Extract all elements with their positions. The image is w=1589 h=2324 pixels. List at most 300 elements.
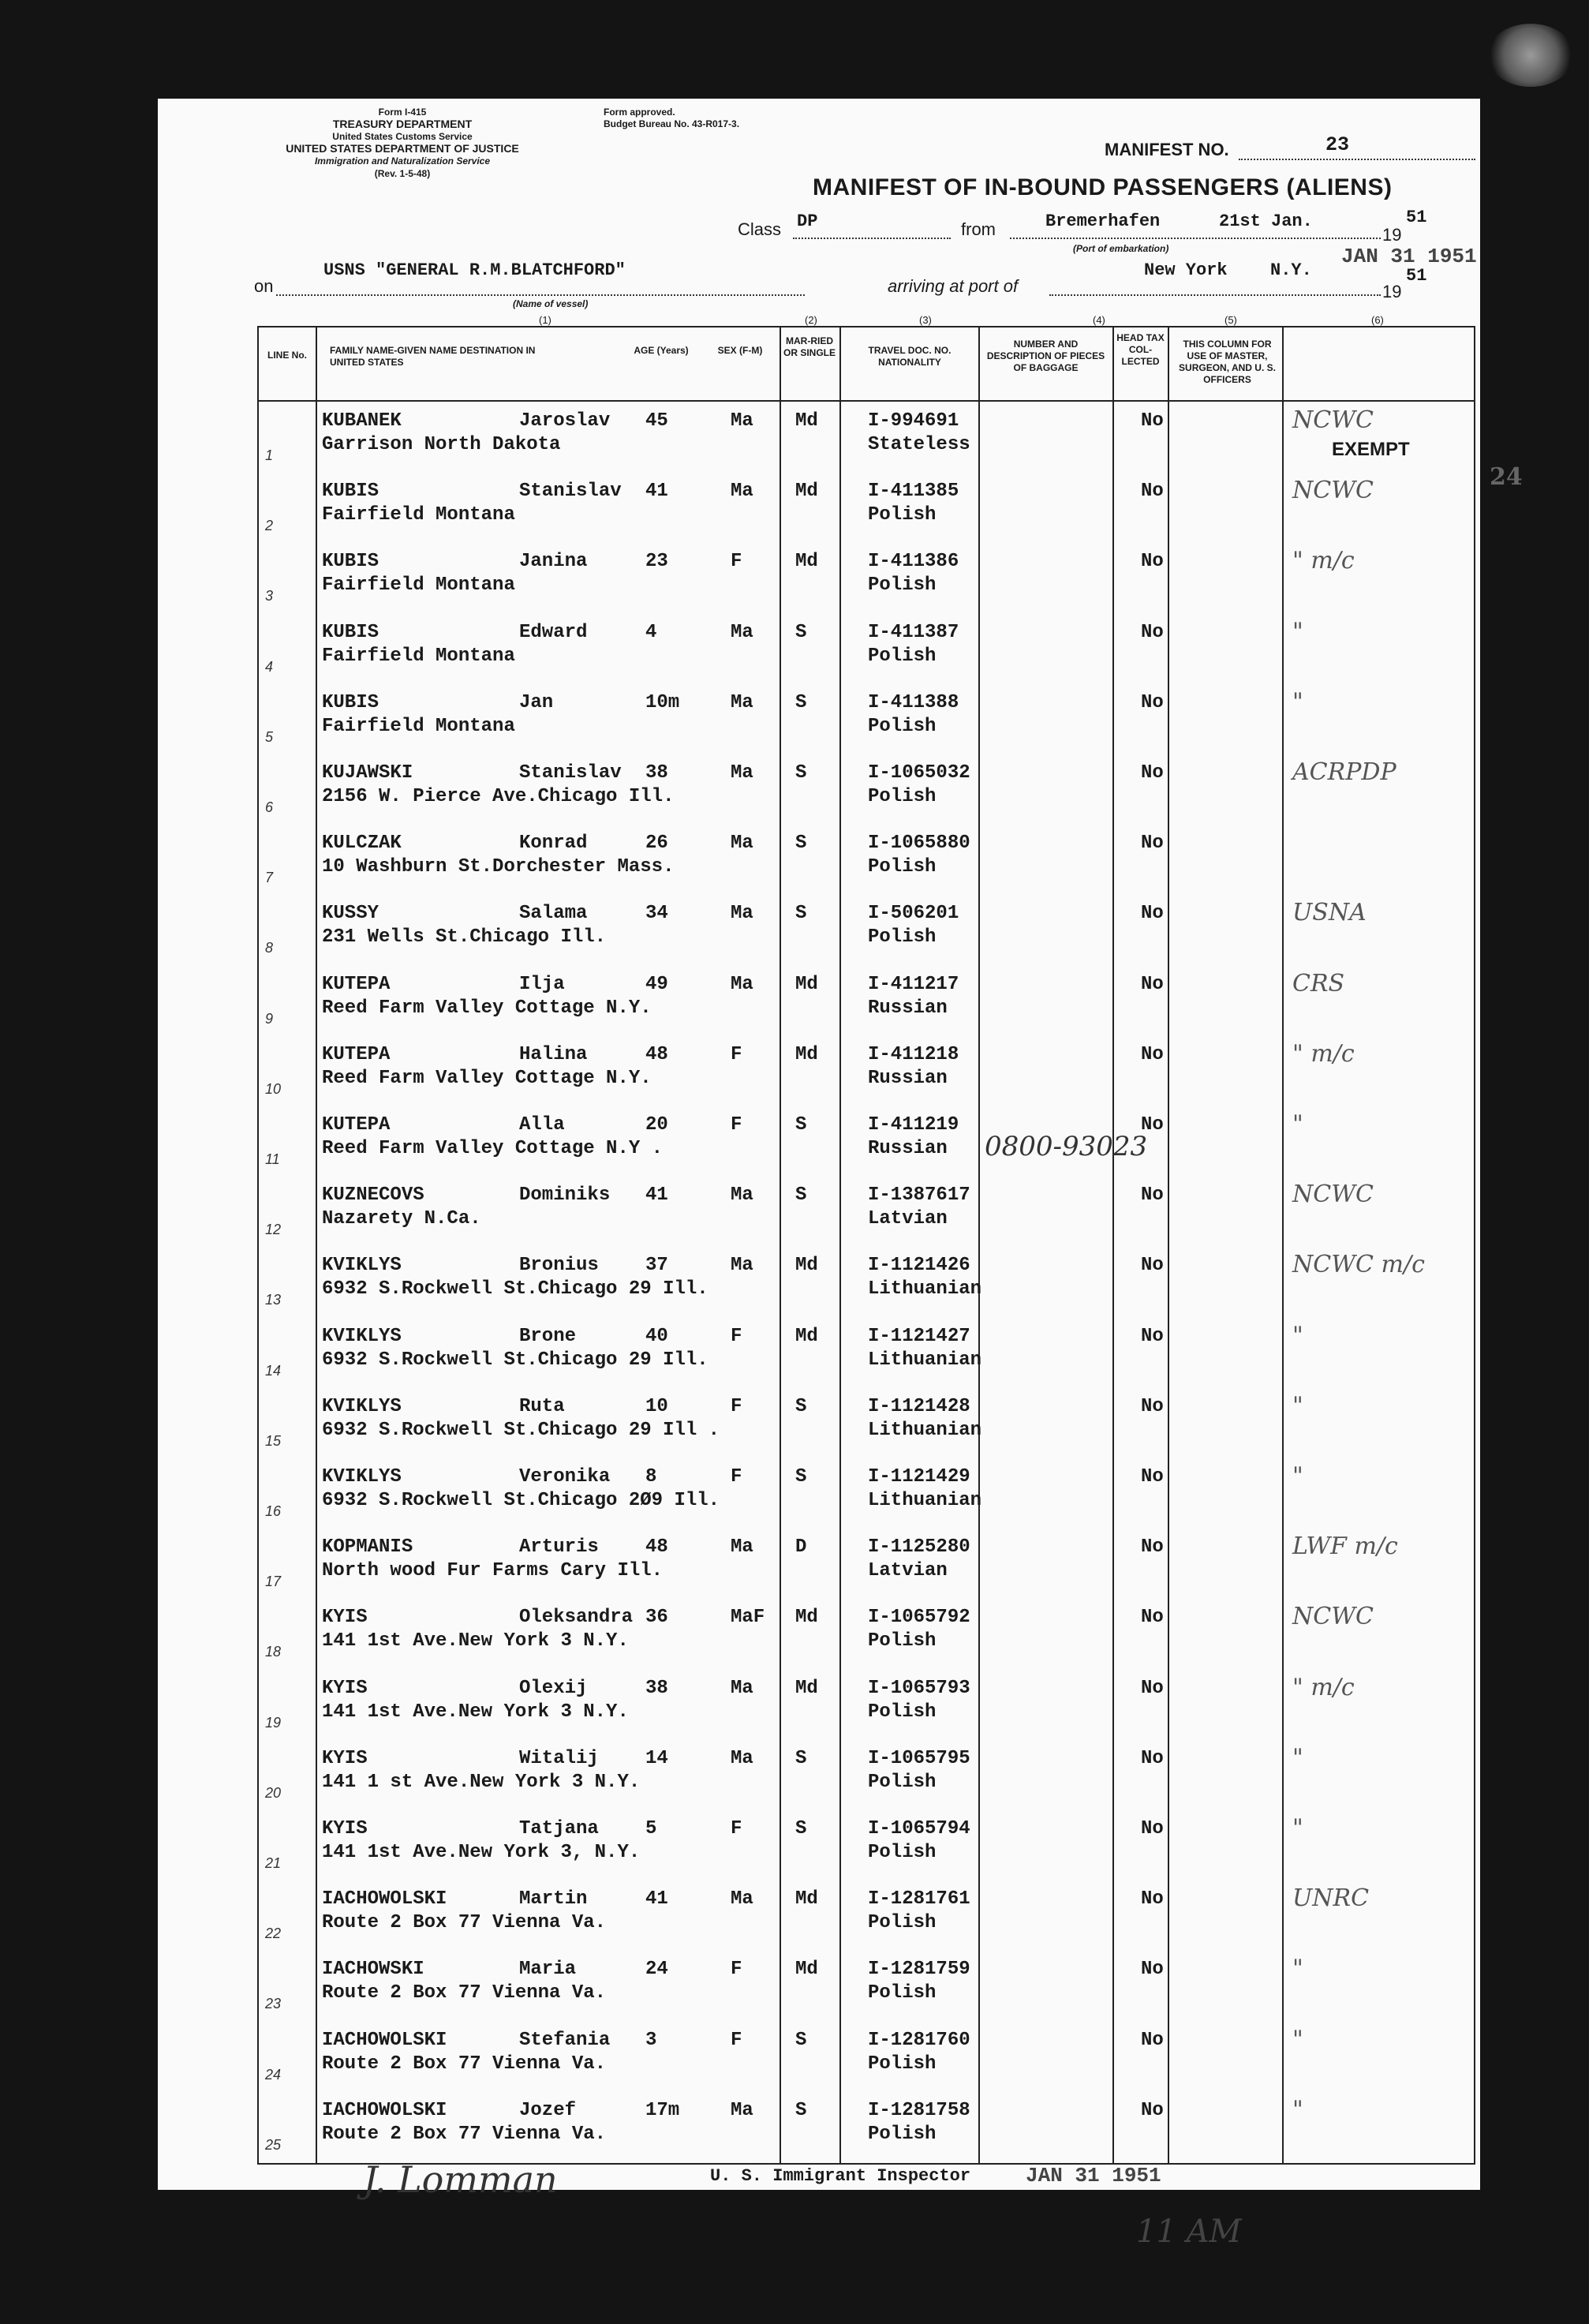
travel-doc-no: I-1121428 xyxy=(868,1395,970,1417)
officer-note: " m/c xyxy=(1292,1673,1355,1701)
marital-status: Md xyxy=(795,1043,818,1065)
age: 40 xyxy=(645,1325,668,1347)
travel-doc-no: I-1125280 xyxy=(868,1536,970,1559)
family-name: IACHOWOLSKI xyxy=(322,2029,447,2051)
table-row xyxy=(259,473,1474,546)
exempt-stamp: EXEMPT xyxy=(1332,439,1410,460)
age: 10 xyxy=(645,1395,668,1417)
given-name: Konrad xyxy=(519,833,588,855)
travel-doc-no: I-1281758 xyxy=(868,2099,970,2121)
family-name: KUBIS xyxy=(322,551,379,573)
line-number: 19 xyxy=(265,1714,282,1731)
line-number: 7 xyxy=(265,870,274,886)
line-number: 16 xyxy=(265,1503,282,1519)
sex: Ma xyxy=(731,833,753,855)
given-name: Halina xyxy=(519,1043,588,1065)
justice-dept: UNITED STATES DEPARTMENT OF JUSTICE xyxy=(286,142,519,155)
given-name: Arturis xyxy=(519,1536,599,1559)
sex: Ma xyxy=(731,1747,753,1769)
age: 10m xyxy=(645,691,680,713)
head-tax: No xyxy=(1141,621,1164,643)
family-name: KYIS xyxy=(322,1818,368,1839)
marital-status: S xyxy=(795,1184,807,1207)
age: 48 xyxy=(645,1536,668,1559)
given-name: Ilja xyxy=(519,973,565,995)
vessel-label: (Name of vessel) xyxy=(513,298,589,309)
destination: Reed Farm Valley Cottage N.Y . xyxy=(322,1138,664,1159)
nationality: Polish xyxy=(868,1842,937,1863)
given-name: Jan xyxy=(519,691,554,713)
age: 49 xyxy=(645,973,668,995)
destination: 141 1st Ave.New York 3 N.Y. xyxy=(322,1701,629,1723)
marital-status: Md xyxy=(795,1677,818,1699)
marital-status: D xyxy=(795,1536,807,1559)
table-row xyxy=(259,1177,1474,1250)
given-name: Ruta xyxy=(519,1395,565,1417)
travel-doc-no: I-1121426 xyxy=(868,1255,970,1277)
age: 34 xyxy=(645,903,668,925)
marital-status: S xyxy=(795,903,807,925)
marital-status: Md xyxy=(795,1255,818,1277)
travel-doc-no: I-1281759 xyxy=(868,1959,970,1981)
officer-note: ACRPDP xyxy=(1292,758,1396,786)
head-tax: No xyxy=(1141,762,1164,784)
head-tax: No xyxy=(1141,1466,1164,1488)
family-name: KVIKLYS xyxy=(322,1325,402,1347)
destination: Fairfield Montana xyxy=(322,504,515,526)
head-tax: No xyxy=(1141,1818,1164,1839)
given-name: Edward xyxy=(519,621,588,643)
marital-status: S xyxy=(795,2029,807,2051)
header-head-tax: HEAD TAX COL-LECTED xyxy=(1116,332,1165,367)
officer-note: " m/c xyxy=(1292,1039,1355,1068)
head-tax: No xyxy=(1141,691,1164,713)
travel-doc-no: I-1065795 xyxy=(868,1747,970,1769)
given-name: Oleksandra xyxy=(519,1607,634,1629)
nationality: Polish xyxy=(868,645,937,667)
nationality: Stateless xyxy=(868,434,970,455)
age: 3 xyxy=(645,2029,657,2051)
col-number: (6) xyxy=(1371,314,1384,326)
head-tax: No xyxy=(1141,1959,1164,1981)
destination: 141 1 st Ave.New York 3 N.Y. xyxy=(322,1771,641,1793)
time-note: 11 AM xyxy=(1136,2214,1242,2250)
destination: Route 2 Box 77 Vienna Va. xyxy=(322,2123,607,2145)
officer-note: " xyxy=(1292,2095,1303,2124)
sex: MaF xyxy=(731,1607,765,1629)
arrival-date-stamp: JAN 31 1951 xyxy=(1341,245,1477,268)
departure-date: 21st Jan. xyxy=(1219,211,1313,231)
form-revision: (Rev. 1-5-48) xyxy=(374,168,431,179)
line-number: 13 xyxy=(265,1292,282,1308)
family-name: KULCZAK xyxy=(322,833,402,855)
destination: Route 2 Box 77 Vienna Va. xyxy=(322,2053,607,2075)
table-row xyxy=(259,896,1474,968)
sex: F xyxy=(731,1395,742,1417)
marital-status: S xyxy=(795,1747,807,1769)
header-married: MAR-RIED OR SINGLE xyxy=(783,335,836,358)
age: 17m xyxy=(645,2099,680,2121)
class-value: DP xyxy=(797,211,818,231)
given-name: Tatjana xyxy=(519,1818,599,1839)
ins-service: Immigration and Naturalization Service xyxy=(314,155,491,167)
table-row xyxy=(259,1037,1474,1110)
officer-note: " xyxy=(1292,687,1303,716)
line-number: 23 xyxy=(265,1996,282,2012)
travel-doc-no: I-1065880 xyxy=(868,833,970,855)
nationality: Polish xyxy=(868,1982,937,2004)
family-name: KOPMANIS xyxy=(322,1536,413,1559)
col-number: (3) xyxy=(919,314,932,326)
table-row xyxy=(259,825,1474,898)
destination: Fairfield Montana xyxy=(322,574,515,597)
officer-note: " xyxy=(1292,1462,1303,1490)
nationality: Polish xyxy=(868,715,937,737)
head-tax: No xyxy=(1141,973,1164,995)
destination: 2156 W. Pierce Ave.Chicago Ill. xyxy=(322,786,675,807)
sex: F xyxy=(731,1466,742,1488)
head-tax: No xyxy=(1141,2029,1164,2051)
arrival-year: 51 xyxy=(1406,266,1427,286)
line-number: 15 xyxy=(265,1432,282,1449)
travel-doc-no: I-411388 xyxy=(868,691,959,713)
marital-status: S xyxy=(795,1466,807,1488)
marital-status: S xyxy=(795,1395,807,1417)
line-number: 12 xyxy=(265,1222,282,1238)
officer-note: " xyxy=(1292,1391,1303,1420)
officer-note: " xyxy=(1292,1321,1303,1349)
header-line-no: LINE No. xyxy=(267,350,307,361)
family-name: KUBIS xyxy=(322,691,379,713)
age: 37 xyxy=(645,1255,668,1277)
family-name: KUBIS xyxy=(322,621,379,643)
line-number: 14 xyxy=(265,1362,282,1379)
table-row xyxy=(259,1952,1474,2024)
line-number: 5 xyxy=(265,728,274,745)
marital-status: S xyxy=(795,1114,807,1136)
table-row xyxy=(259,403,1474,476)
head-tax: No xyxy=(1141,1325,1164,1347)
family-name: KVIKLYS xyxy=(322,1466,402,1488)
marital-status: S xyxy=(795,691,807,713)
table-row xyxy=(259,1671,1474,1743)
line-number: 3 xyxy=(265,588,274,604)
manifest-no-label: MANIFEST NO. xyxy=(1105,140,1229,159)
family-name: KUTEPA xyxy=(322,1043,391,1065)
travel-doc-no: I-1281761 xyxy=(868,1888,970,1910)
nationality: Lithuanian xyxy=(868,1349,982,1371)
nationality: Polish xyxy=(868,1771,937,1793)
sex: F xyxy=(731,1818,742,1839)
inspector-signature: J. Lomman xyxy=(363,2158,558,2201)
age: 38 xyxy=(645,1677,668,1699)
table-row xyxy=(259,1741,1474,1813)
head-tax: No xyxy=(1141,1043,1164,1065)
head-tax: No xyxy=(1141,481,1164,503)
destination: 141 1st Ave.New York 3, N.Y. xyxy=(322,1842,641,1863)
nationality: Polish xyxy=(868,1701,937,1723)
given-name: Salama xyxy=(519,903,588,925)
nationality: Polish xyxy=(868,1630,937,1652)
col-number: (4) xyxy=(1093,314,1105,326)
nationality: Polish xyxy=(868,574,937,597)
col-number: (1) xyxy=(539,314,551,326)
table-row xyxy=(259,1811,1474,1884)
destination: Route 2 Box 77 Vienna Va. xyxy=(322,1982,607,2004)
given-name: Stefania xyxy=(519,2029,611,2051)
family-name: KUSSY xyxy=(322,903,379,925)
officer-note: NCWC xyxy=(1292,1181,1374,1209)
destination: Reed Farm Valley Cottage N.Y. xyxy=(322,1067,652,1089)
destination: Fairfield Montana xyxy=(322,715,515,737)
family-name: KUZNECOVS xyxy=(322,1184,424,1207)
travel-doc-no: I-506201 xyxy=(868,903,959,925)
sex: F xyxy=(731,1325,742,1347)
given-name: Jaroslav xyxy=(519,410,611,432)
age: 5 xyxy=(645,1818,657,1839)
sex: Ma xyxy=(731,1536,753,1559)
line-number: 24 xyxy=(265,2066,282,2083)
destination: North wood Fur Farms Cary Ill. xyxy=(322,1560,664,1582)
travel-doc-no: I-1121429 xyxy=(868,1466,970,1488)
age: 38 xyxy=(645,762,668,784)
table-row xyxy=(259,967,1474,1039)
officer-note: " m/c xyxy=(1292,547,1355,575)
officer-note: " xyxy=(1292,1110,1303,1138)
destination: Route 2 Box 77 Vienna Va. xyxy=(322,1912,607,1934)
age: 48 xyxy=(645,1043,668,1065)
arriving-label: arriving at port of xyxy=(888,276,1019,296)
destination: 231 Wells St.Chicago Ill. xyxy=(322,926,607,949)
head-tax: No xyxy=(1141,1395,1164,1417)
table-row xyxy=(259,1881,1474,1954)
age: 20 xyxy=(645,1114,668,1136)
age: 23 xyxy=(645,551,668,573)
sex: Ma xyxy=(731,481,753,503)
budget-bureau: Budget Bureau No. 43-R017-3. xyxy=(604,118,740,129)
marital-status: S xyxy=(795,1818,807,1839)
given-name: Witalij xyxy=(519,1747,599,1769)
officer-note: USNA xyxy=(1292,899,1367,927)
marital-status: Md xyxy=(795,481,818,503)
family-name: KUBANEK xyxy=(322,410,402,432)
header-officers: THIS COLUMN FOR USE OF MASTER, SURGEON, AND U. S. OFFICERS xyxy=(1179,339,1276,385)
head-tax: No xyxy=(1141,1888,1164,1910)
officer-note: LWF m/c xyxy=(1292,1532,1398,1561)
head-tax: No xyxy=(1141,1536,1164,1559)
table-row xyxy=(259,1529,1474,1602)
sex: Ma xyxy=(731,1255,753,1277)
given-name: Bronius xyxy=(519,1255,599,1277)
sex: Ma xyxy=(731,762,753,784)
col-number: (2) xyxy=(805,314,817,326)
nationality: Lithuanian xyxy=(868,1278,982,1300)
head-tax: No xyxy=(1141,903,1164,925)
given-name: Martin xyxy=(519,1888,588,1910)
header-baggage: NUMBER AND DESCRIPTION OF PIECES OF BAGGAGE xyxy=(986,339,1105,373)
nationality: Polish xyxy=(868,926,937,949)
family-name: KUTEPA xyxy=(322,1114,391,1136)
manifest-sheet xyxy=(158,99,1523,2250)
head-tax: No xyxy=(1141,410,1164,432)
sex: Ma xyxy=(731,410,753,432)
table-row xyxy=(259,1319,1474,1391)
officer-note: NCWC xyxy=(1292,406,1374,434)
header-sex: SEX (F-M) xyxy=(717,345,763,356)
sex: Ma xyxy=(731,621,753,643)
destination: 10 Washburn St.Dorchester Mass. xyxy=(322,856,675,878)
passenger-table xyxy=(257,326,1475,2165)
destination: Nazarety N.Ca. xyxy=(322,1208,481,1230)
header-name: FAMILY NAME-GIVEN NAME DESTINATION IN UNITED STATES xyxy=(330,345,536,368)
family-name: KYIS xyxy=(322,1607,368,1629)
travel-doc-no: I-1121427 xyxy=(868,1325,970,1347)
travel-doc-no: I-411385 xyxy=(868,481,959,503)
travel-doc-no: I-411386 xyxy=(868,551,959,573)
destination: 6932 S.Rockwell St.Chicago 29 Ill . xyxy=(322,1419,720,1441)
given-name: Dominiks xyxy=(519,1184,611,1207)
sex: Ma xyxy=(731,1888,753,1910)
travel-doc-no: I-411217 xyxy=(868,973,959,995)
nationality: Polish xyxy=(868,504,937,526)
age: 41 xyxy=(645,1184,668,1207)
arrival-year-prefix: 19 xyxy=(1382,282,1402,301)
nationality: Russian xyxy=(868,1067,948,1089)
family-name: KUJAWSKI xyxy=(322,762,413,784)
from-label: from xyxy=(961,219,996,239)
nationality: Russian xyxy=(868,1138,948,1159)
marital-status: Md xyxy=(795,1888,818,1910)
table-row xyxy=(259,1600,1474,1672)
paper-stain xyxy=(1487,24,1574,87)
line-number: 9 xyxy=(265,1010,274,1027)
nationality: Lithuanian xyxy=(868,1419,982,1441)
travel-doc-no: I-994691 xyxy=(868,410,959,432)
family-name: IACHOWOLSKI xyxy=(322,1888,447,1910)
destination: 6932 S.Rockwell St.Chicago 2Ø9 Ill. xyxy=(322,1490,720,1511)
head-tax: No xyxy=(1141,1114,1164,1136)
sex: Ma xyxy=(731,1677,753,1699)
officer-note: " xyxy=(1292,2025,1303,2053)
marital-status: Md xyxy=(795,410,818,432)
nationality: Polish xyxy=(868,2123,937,2145)
from-port: Bremerhafen xyxy=(1045,211,1161,231)
treasury-dept: TREASURY DEPARTMENT xyxy=(332,118,473,130)
destination: Reed Farm Valley Cottage N.Y. xyxy=(322,997,652,1019)
travel-doc-no: I-1065793 xyxy=(868,1677,970,1699)
given-name: Janina xyxy=(519,551,588,573)
travel-doc-no: I-411219 xyxy=(868,1114,959,1136)
travel-doc-no: I-411387 xyxy=(868,621,959,643)
age: 14 xyxy=(645,1747,668,1769)
destination: Fairfield Montana xyxy=(322,645,515,667)
officer-note: " xyxy=(1292,617,1303,646)
line-number: 17 xyxy=(265,1574,282,1590)
family-name: IACHOWSKI xyxy=(322,1959,424,1981)
age: 41 xyxy=(645,1888,668,1910)
marital-status: Md xyxy=(795,1325,818,1347)
travel-doc-no: I-1387617 xyxy=(868,1184,970,1207)
travel-doc-no: I-1065794 xyxy=(868,1818,970,1839)
inspection-date-stamp: JAN 31 1951 xyxy=(1026,2164,1161,2187)
travel-doc-no: I-1065792 xyxy=(868,1607,970,1629)
age: 4 xyxy=(645,621,657,643)
sex: Ma xyxy=(731,973,753,995)
age: 36 xyxy=(645,1607,668,1629)
line-number: 25 xyxy=(265,2136,282,2153)
marital-status: Md xyxy=(795,973,818,995)
vessel-name: USNS "GENERAL R.M.BLATCHFORD" xyxy=(323,260,626,280)
destination: 6932 S.Rockwell St.Chicago 29 Ill. xyxy=(322,1349,709,1371)
nationality: Russian xyxy=(868,997,948,1019)
marital-status: S xyxy=(795,833,807,855)
table-row xyxy=(259,1459,1474,1532)
head-tax: No xyxy=(1141,551,1164,573)
sex: F xyxy=(731,2029,742,2051)
col-number: (5) xyxy=(1224,314,1237,326)
on-label: on xyxy=(254,276,274,296)
officer-note: " xyxy=(1292,1814,1303,1842)
family-name: KUBIS xyxy=(322,481,379,503)
family-name: IACHOWOLSKI xyxy=(322,2099,447,2121)
customs-service: United States Customs Service xyxy=(332,131,473,142)
family-name: KVIKLYS xyxy=(322,1395,402,1417)
table-row xyxy=(259,685,1474,758)
head-tax: No xyxy=(1141,1607,1164,1629)
head-tax: No xyxy=(1141,1677,1164,1699)
given-name: Stanislav xyxy=(519,481,622,503)
nationality: Polish xyxy=(868,786,937,807)
age: 45 xyxy=(645,410,668,432)
nationality: Polish xyxy=(868,856,937,878)
sex: F xyxy=(731,1043,742,1065)
head-tax: No xyxy=(1141,1255,1164,1277)
line-number: 10 xyxy=(265,1080,282,1097)
officer-note: UNRC xyxy=(1292,1884,1370,1913)
age: 24 xyxy=(645,1959,668,1981)
marital-status: Md xyxy=(795,551,818,573)
inspector-label: U. S. Immigrant Inspector xyxy=(710,2166,971,2186)
table-row xyxy=(259,1248,1474,1320)
marital-status: S xyxy=(795,762,807,784)
destination: 141 1st Ave.New York 3 N.Y. xyxy=(322,1630,629,1652)
given-name: Veronika xyxy=(519,1466,611,1488)
sex: F xyxy=(731,1959,742,1981)
table-row xyxy=(259,2093,1474,2165)
sex: Ma xyxy=(731,2099,753,2121)
table-row xyxy=(259,755,1474,828)
nationality: Latvian xyxy=(868,1560,948,1582)
line-number: 18 xyxy=(265,1644,282,1660)
line-number: 21 xyxy=(265,1855,282,1871)
officer-note: NCWC xyxy=(1292,477,1374,505)
destination: 6932 S.Rockwell St.Chicago 29 Ill. xyxy=(322,1278,709,1300)
nationality: Lithuanian xyxy=(868,1490,982,1511)
marital-status: Md xyxy=(795,1959,818,1981)
officer-note: " xyxy=(1292,1955,1303,1983)
travel-doc-no: I-1281760 xyxy=(868,2029,970,2051)
manifest-no: 23 xyxy=(1325,133,1350,156)
line-number: 20 xyxy=(265,1784,282,1801)
officer-note: NCWC m/c xyxy=(1292,1251,1425,1279)
age: 8 xyxy=(645,1466,657,1488)
head-tax: No xyxy=(1141,833,1164,855)
header-age: AGE (Years) xyxy=(634,345,689,356)
sex: Ma xyxy=(731,903,753,925)
line-number: 8 xyxy=(265,940,274,956)
family-name: KUTEPA xyxy=(322,973,391,995)
travel-doc-no: I-411218 xyxy=(868,1043,959,1065)
